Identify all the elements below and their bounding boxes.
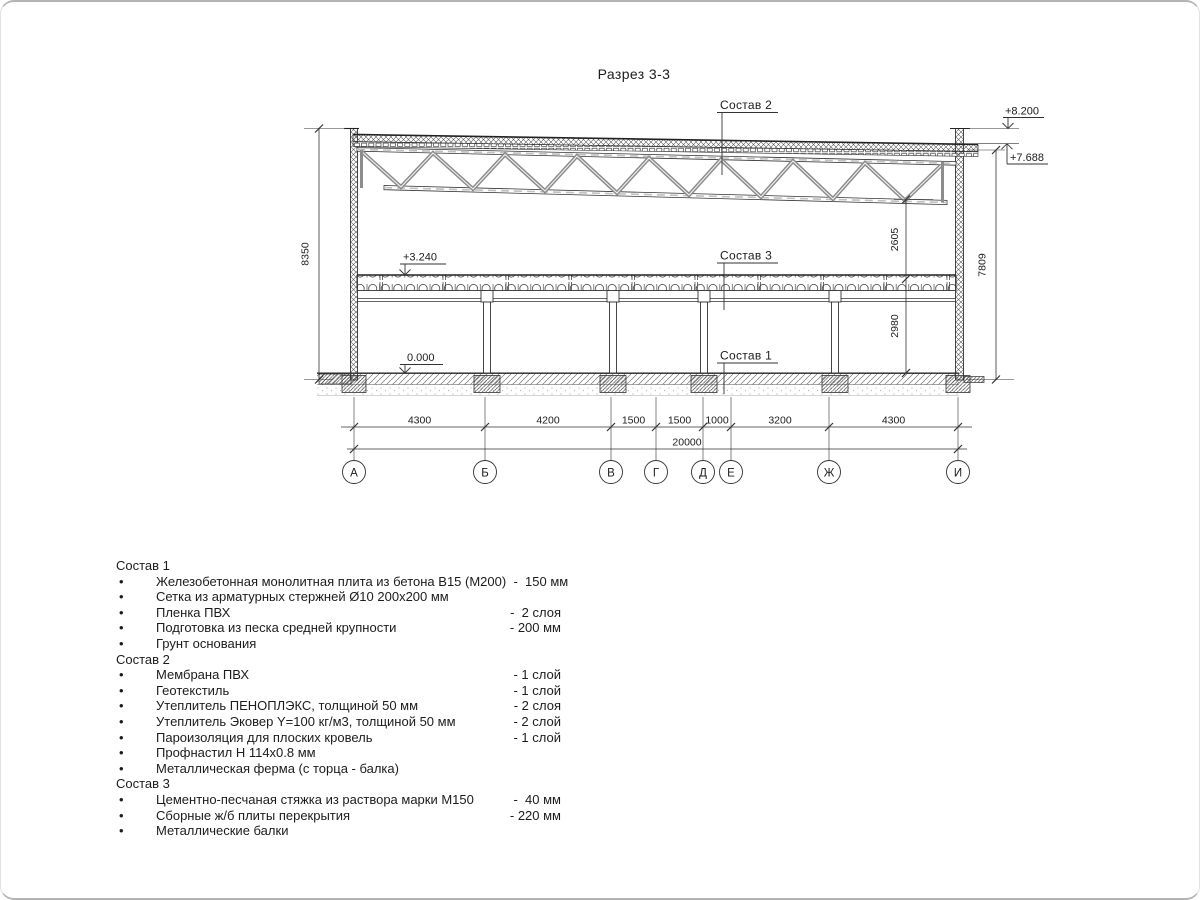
material-item <box>116 714 561 730</box>
footing <box>600 376 626 393</box>
column <box>698 291 710 374</box>
material-value: - 1 слой <box>513 667 561 683</box>
column <box>829 291 841 374</box>
material-name: Цементно-песчаная стяжка из раствора марки М150 <box>156 791 474 807</box>
callout-roof-label: Состав 2 <box>720 98 773 112</box>
material-name: Сборные ж/б плиты перекрытия <box>156 807 351 823</box>
left-wall <box>351 129 358 381</box>
materials-section-title: Состав 2 <box>116 651 170 667</box>
material-value: - 2 слоя <box>510 604 561 620</box>
material-item <box>116 589 561 605</box>
material-name: Пленка ПВХ <box>156 604 231 620</box>
material-item <box>116 823 561 839</box>
bullet-icon: • <box>119 682 124 698</box>
material-name: Утеплитель Эковер Y=100 кг/м3, толщиной 50 мм <box>156 713 456 729</box>
dimension-left-height <box>300 125 347 384</box>
elevation-ground-value: 0.000 <box>407 352 435 364</box>
drawing-title: Разрез 3-3 <box>597 66 671 82</box>
bullet-icon: • <box>119 589 124 605</box>
axis-label-g: Г <box>652 467 660 480</box>
material-name: Мембрана ПВХ <box>156 667 250 683</box>
elevation-parapet-value: +8.200 <box>1005 105 1039 118</box>
bullet-icon: • <box>119 791 124 807</box>
concrete-slab-layer <box>317 374 959 385</box>
axis-label-v: В <box>607 467 615 480</box>
material-value <box>499 589 561 605</box>
dimension-right-height <box>966 146 1014 384</box>
dim-span-5: 1000 <box>705 414 729 427</box>
roof-truss <box>357 148 956 205</box>
bullet-icon: • <box>119 807 124 823</box>
material-value: - 220 мм <box>509 807 561 823</box>
material-value: - 40 мм <box>513 791 561 807</box>
footing <box>822 376 848 393</box>
axis-label-zh: Ж <box>823 467 835 480</box>
bullet-icon: • <box>119 620 124 636</box>
material-value: - 2 слоя <box>513 698 561 714</box>
material-value: - 150 мм <box>513 573 569 589</box>
material-name: Геотекстиль <box>156 682 230 698</box>
material-item <box>116 667 561 683</box>
material-item <box>116 698 561 714</box>
axis-label-i: И <box>953 467 963 480</box>
elevation-roof-value: +7.688 <box>1010 152 1044 164</box>
columns <box>481 291 841 374</box>
truss-bottom-chord <box>384 186 947 205</box>
axis-label-d: Д <box>699 467 707 480</box>
elevation-floor-value: +3.240 <box>403 251 437 264</box>
bullet-icon: • <box>119 698 124 714</box>
material-value: - 1 слой <box>513 682 561 698</box>
dim-lower-room-value: 2980 <box>889 314 901 338</box>
bullet-icon: • <box>119 760 124 776</box>
floor-slab <box>357 275 956 302</box>
bullet-icon: • <box>119 823 124 839</box>
section-drawing <box>1 2 1200 522</box>
material-item <box>116 792 561 808</box>
material-name: Утеплитель ПЕНОПЛЭКС, толщиной 50 мм <box>156 698 419 714</box>
material-value: - 2 слой <box>513 713 561 729</box>
material-item <box>116 636 561 652</box>
axis-label-b: Б <box>481 467 489 480</box>
dim-span-3: 1500 <box>621 414 646 427</box>
elevation-floor <box>400 252 447 276</box>
dim-span-7: 4300 <box>881 414 906 427</box>
material-name: Подготовка из песка средней крупности <box>156 620 397 636</box>
material-item <box>116 683 561 699</box>
bullet-icon: • <box>119 604 124 620</box>
materials-section-title: Состав 1 <box>116 558 170 573</box>
material-item <box>116 745 561 761</box>
materials-section-title: Состав 3 <box>116 776 170 792</box>
axis-markers <box>343 461 970 484</box>
material-item <box>116 573 569 590</box>
bullet-icon: • <box>119 667 124 683</box>
bullet-icon: • <box>119 635 124 651</box>
bullet-icon: • <box>119 573 124 589</box>
bullet-icon: • <box>119 713 124 729</box>
column <box>481 291 493 374</box>
material-value <box>499 636 561 652</box>
bullet-icon: • <box>119 729 124 745</box>
materials-legend <box>116 558 569 839</box>
callout-ground-label: Состав 1 <box>720 348 773 363</box>
dim-right-height-value: 7809 <box>976 253 989 277</box>
material-value: - 200 мм <box>509 620 561 636</box>
material-name: Металлические балки <box>156 823 289 839</box>
sand-layer <box>317 385 959 396</box>
dim-span-4: 1500 <box>667 414 692 427</box>
material-name: Пароизоляция для плоских кровель <box>156 729 373 745</box>
ground-slab <box>317 373 984 395</box>
dim-left-height-value: 8350 <box>299 242 312 266</box>
axis-label-e: Е <box>727 467 735 480</box>
material-name: Профнастил Н 114х0.8 мм <box>156 745 316 761</box>
material-item <box>116 605 561 621</box>
material-name: Сетка из арматурных стержней Ø10 200х200 мм <box>156 589 449 605</box>
material-name: Металлическая ферма (с торца - балка) <box>156 760 399 776</box>
elevation-parapet <box>968 106 1044 129</box>
material-value <box>499 761 561 777</box>
footing <box>691 376 717 393</box>
dim-span-6: 3200 <box>768 414 792 427</box>
material-item <box>116 808 561 824</box>
bullet-icon: • <box>119 745 124 761</box>
dim-span-1: 4300 <box>407 414 432 427</box>
axis-label-a: А <box>350 467 358 480</box>
elevation-ground <box>400 352 444 373</box>
right-wall <box>956 129 964 381</box>
material-item <box>116 730 561 746</box>
callout-floor-label: Состав 3 <box>720 248 773 263</box>
material-name: Грунт основания <box>156 635 257 651</box>
material-item <box>116 620 561 636</box>
column <box>607 291 619 374</box>
footing <box>474 376 500 393</box>
dimension-bottom <box>341 397 972 460</box>
material-name: Железобетонная монолитная плита из бетона В15 (М200) <box>156 573 507 589</box>
left-plinth <box>319 374 351 384</box>
material-item <box>116 761 561 777</box>
material-value <box>499 745 561 761</box>
material-value <box>499 823 561 839</box>
dim-total-span: 20000 <box>672 436 702 449</box>
dim-upper-room-value: 2605 <box>889 227 901 252</box>
material-value: - 1 слой <box>513 729 561 745</box>
dim-span-2: 4200 <box>536 414 560 427</box>
